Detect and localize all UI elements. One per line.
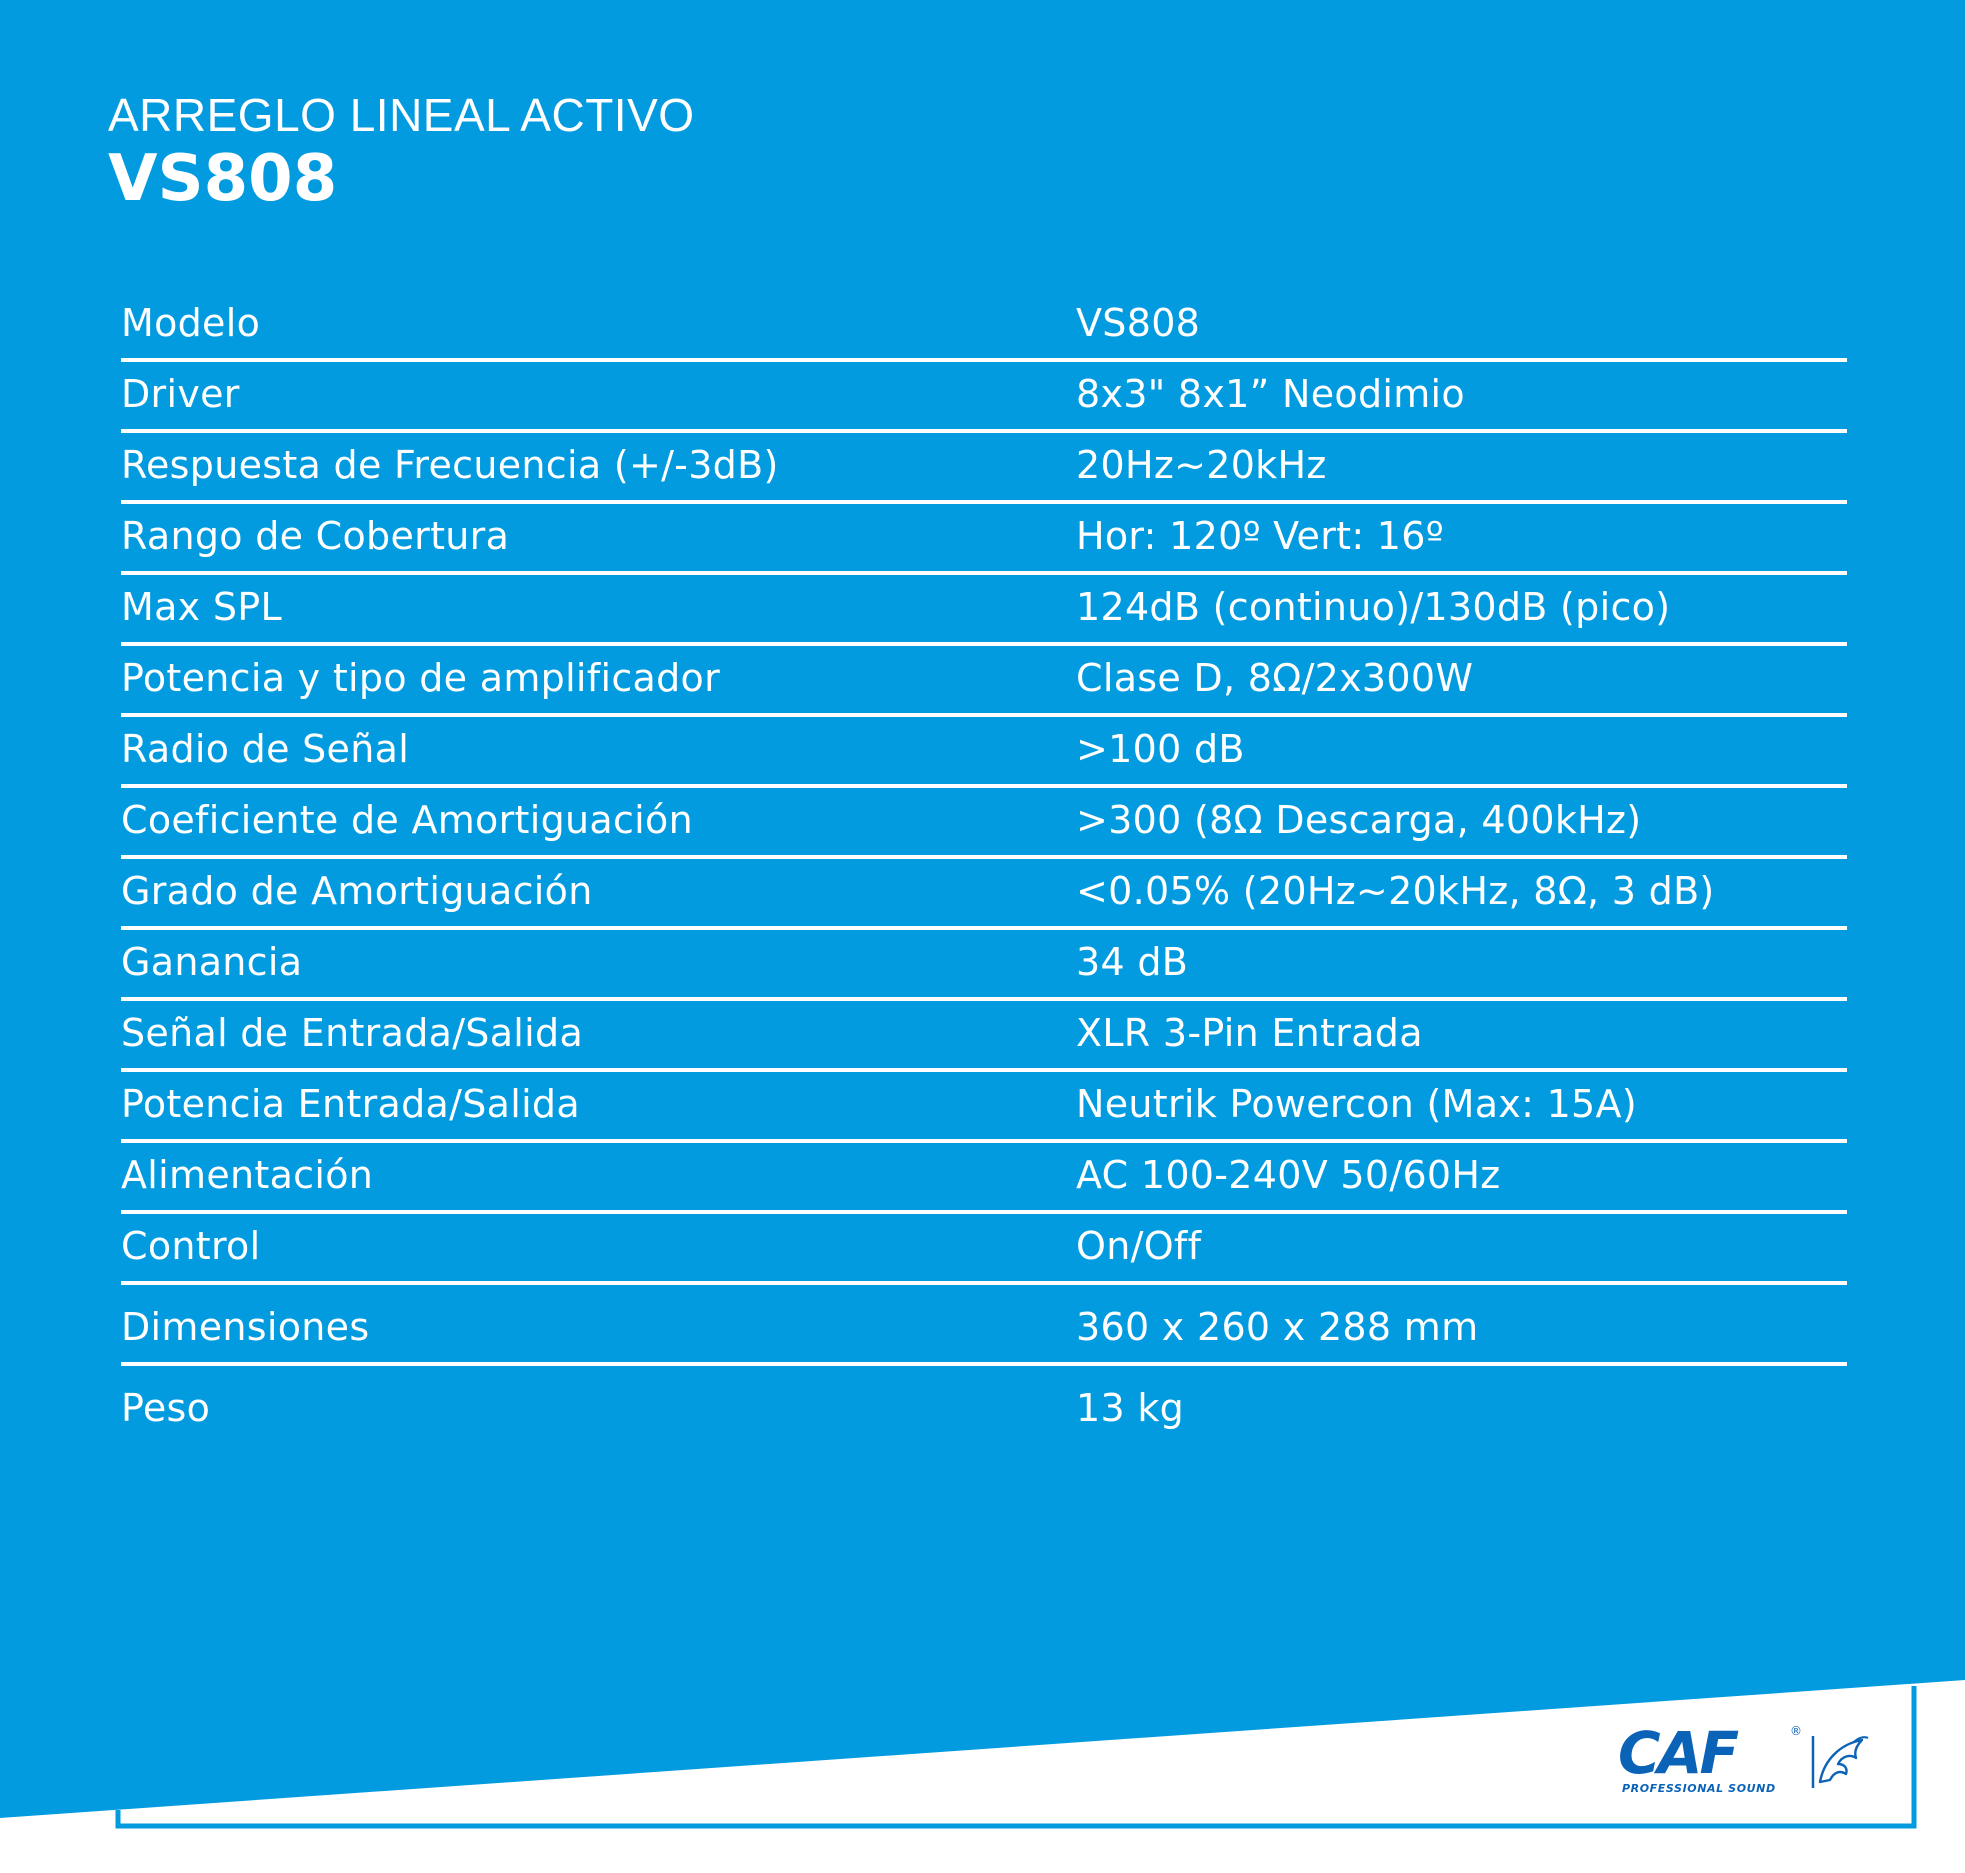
spec-label: Control: [121, 1224, 261, 1268]
spec-label: Potencia y tipo de amplificador: [121, 656, 720, 700]
page-title: VS808: [108, 142, 338, 216]
spec-label: Ganancia: [121, 940, 303, 984]
spec-label: Modelo: [121, 301, 261, 345]
spec-label: Alimentación: [121, 1153, 374, 1197]
spec-row: [121, 575, 1847, 646]
spec-value: Neutrik Powercon (Max: 15A): [1076, 1082, 1637, 1126]
spec-row: [121, 717, 1847, 788]
spec-row: [121, 646, 1847, 717]
spec-row: [121, 859, 1847, 930]
spec-value: <0.05% (20Hz~20kHz, 8Ω, 3 dB): [1076, 869, 1715, 913]
spec-row: [121, 1214, 1847, 1285]
spec-label: Driver: [121, 372, 240, 416]
spec-value: AC 100-240V 50/60Hz: [1076, 1153, 1501, 1197]
spec-row: [121, 1366, 1847, 1437]
page-subtitle: ARREGLO LINEAL ACTIVO: [108, 89, 695, 141]
brand-logo: [1612, 1719, 1882, 1812]
spec-value: 13 kg: [1076, 1386, 1185, 1430]
spec-value: VS808: [1076, 301, 1201, 345]
spec-row: [121, 788, 1847, 859]
spec-label: Radio de Señal: [121, 727, 410, 771]
spec-label: Dimensiones: [121, 1305, 370, 1349]
spec-row: [121, 930, 1847, 1001]
specs-table: [121, 291, 1847, 1437]
brand-tagline: PROFESSIONAL SOUND: [1622, 1782, 1776, 1795]
registered-mark: ®: [1790, 1724, 1802, 1738]
dolphin-icon: [1810, 1730, 1870, 1792]
spec-label: Rango de Cobertura: [121, 514, 510, 558]
spec-value: >300 (8Ω Descarga, 400kHz): [1076, 798, 1642, 842]
spec-label: Señal de Entrada/Salida: [121, 1011, 584, 1055]
header: [108, 88, 695, 216]
spec-value: 360 x 260 x 288 mm: [1076, 1305, 1479, 1349]
spec-row: [121, 433, 1847, 504]
spec-row: [121, 291, 1847, 362]
spec-label: Max SPL: [121, 585, 282, 629]
spec-label: Peso: [121, 1386, 211, 1430]
spec-label: Potencia Entrada/Salida: [121, 1082, 580, 1126]
spec-row: [121, 1001, 1847, 1072]
spec-row: [121, 504, 1847, 575]
spec-row: [121, 1072, 1847, 1143]
spec-row: [121, 1285, 1847, 1366]
spec-value: 124dB (continuo)/130dB (pico): [1076, 585, 1671, 629]
spec-value: 20Hz~20kHz: [1076, 443, 1327, 487]
spec-label: Respuesta de Frecuencia (+/-3dB): [121, 443, 779, 487]
spec-label: Grado de Amortiguación: [121, 869, 593, 913]
spec-value: Clase D, 8Ω/2x300W: [1076, 656, 1474, 700]
spec-value: 8x3" 8x1” Neodimio: [1076, 372, 1465, 416]
spec-row: [121, 1143, 1847, 1214]
spec-value: >100 dB: [1076, 727, 1245, 771]
spec-value: XLR 3-Pin Entrada: [1076, 1011, 1423, 1055]
spec-row: [121, 362, 1847, 433]
spec-value: On/Off: [1076, 1224, 1202, 1268]
spec-value: Hor: 120º Vert: 16º: [1076, 514, 1444, 558]
spec-value: 34 dB: [1076, 940, 1189, 984]
spec-label: Coeficiente de Amortiguación: [121, 798, 693, 842]
brand-name: CAF: [1618, 1719, 1737, 1787]
